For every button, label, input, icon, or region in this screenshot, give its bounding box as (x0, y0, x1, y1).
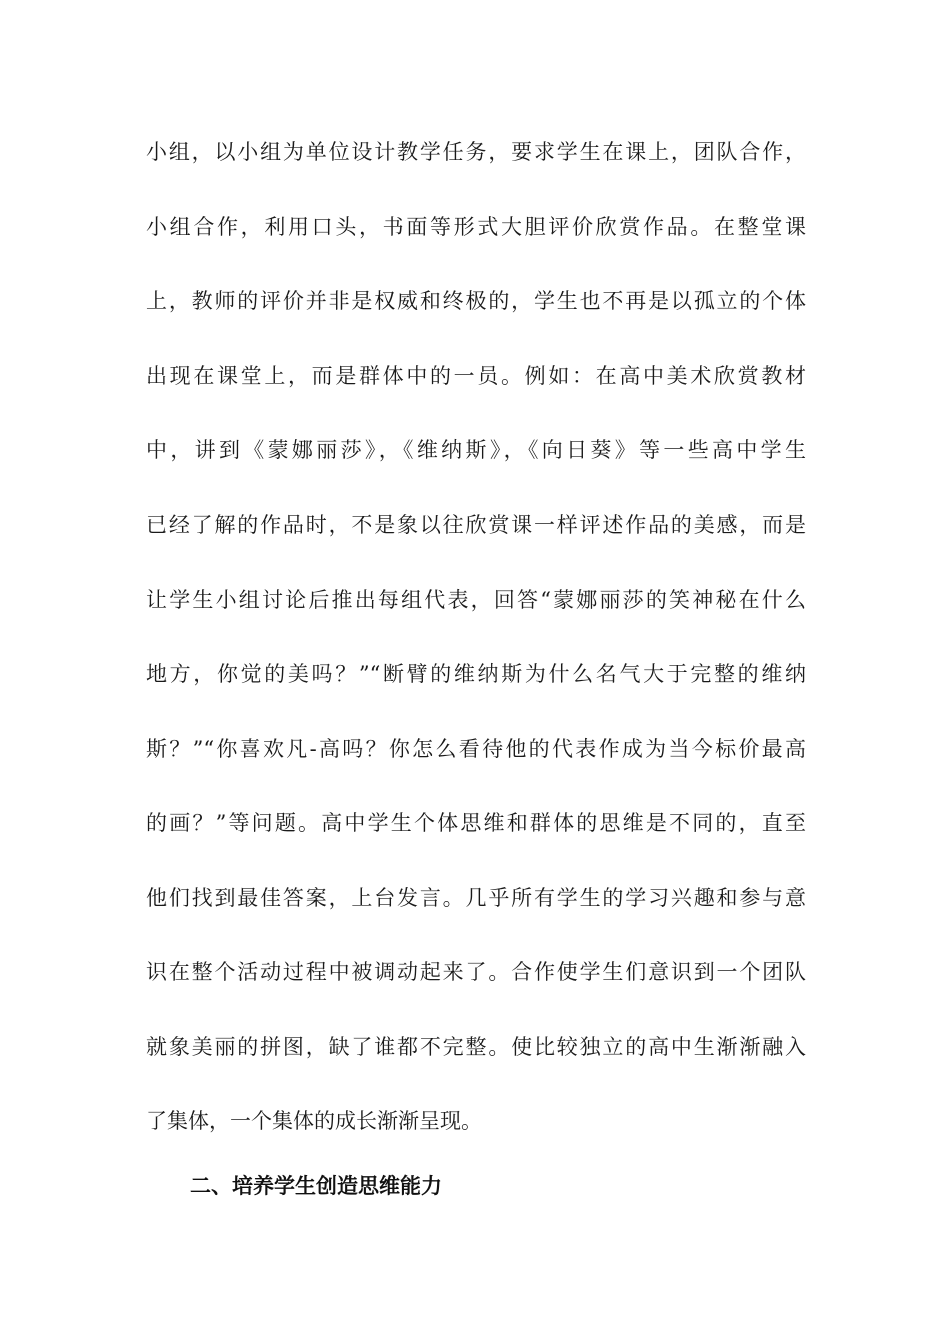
paragraph-line: 识在整个活动过程中被调动起来了。合作使学生们意识到一个团队 (146, 960, 806, 984)
paragraph-line: 已经了解的作品时，不是象以往欣赏课一样评述作品的美感，而是 (146, 513, 806, 537)
paragraph-line: 中，讲到《蒙娜丽莎》，《维纳斯》，《向日葵》等一些高中学生 (146, 438, 806, 462)
paragraph-line: 的画？”等问题。高中学生个体思维和群体的思维是不同的，直至 (146, 811, 806, 835)
section-heading: 二、培养学生创造思维能力 (190, 1174, 442, 1198)
paragraph-line: 地方，你觉的美吗？”“断臂的维纳斯为什么名气大于完整的维纳 (146, 662, 806, 686)
paragraph-last-line: 了集体，一个集体的成长渐渐呈现。 (146, 1109, 482, 1133)
paragraph-line: 他们找到最佳答案，上台发言。几乎所有学生的学习兴趣和参与意 (146, 886, 806, 910)
paragraph-line: 上，教师的评价并非是权威和终极的，学生也不再是以孤立的个体 (146, 289, 806, 313)
paragraph-line: 斯？”“你喜欢凡-高吗？你怎么看待他的代表作成为当今标价最高 (146, 737, 806, 761)
paragraph-line: 让学生小组讨论后推出每组代表，回答“蒙娜丽莎的笑神秘在什么 (146, 588, 806, 612)
paragraph-line: 就象美丽的拼图，缺了谁都不完整。使比较独立的高中生渐渐融入 (146, 1035, 806, 1059)
paragraph-line: 小组，以小组为单位设计教学任务，要求学生在课上，团队合作， (146, 140, 806, 164)
paragraph-line: 出现在课堂上，而是群体中的一员。例如：在高中美术欣赏教材 (146, 364, 806, 388)
paragraph-line: 小组合作，利用口头，书面等形式大胆评价欣赏作品。在整堂课 (146, 215, 806, 239)
